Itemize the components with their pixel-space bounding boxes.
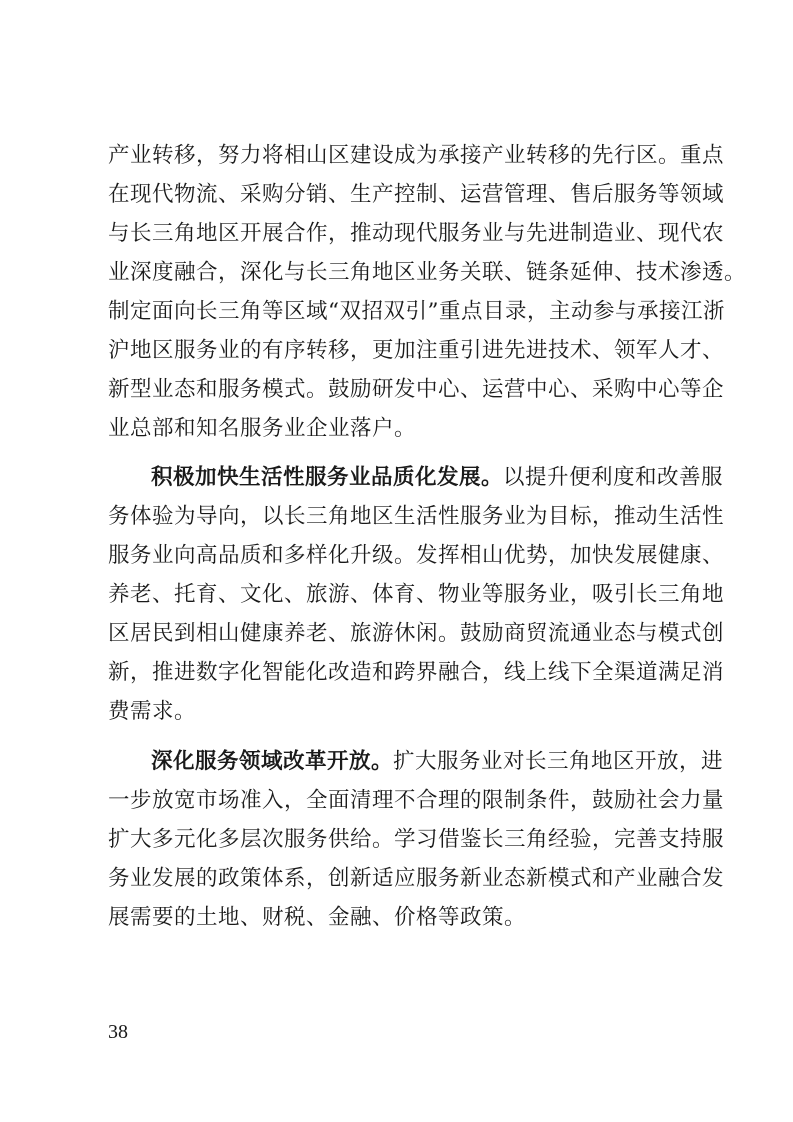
text-line: 新，推进数字化智能化改造和跨界融合，线上线下全渠道满足消 (108, 660, 725, 685)
text-line: 务业发展的政策体系，创新适应服务新业态新模式和产业融合发 (108, 866, 725, 891)
text-line: 在现代物流、采购分销、生产控制、运营管理、售后服务等领域 (108, 182, 725, 207)
text-line: 养老、托育、文化、旅游、体育、物业等服务业，吸引长三角地 (108, 582, 725, 607)
text-line: 服务业向高品质和多样化升级。发挥相山优势，加快发展健康、 (108, 543, 725, 568)
text-line: 沪地区服务业的有序转移，更加注重引进先进技术、领军人才、 (108, 338, 725, 363)
text-run: 以提升便利度和改善服 (503, 465, 724, 490)
paragraph-first-line (151, 743, 724, 781)
page-number: 38 (108, 1021, 128, 1043)
text-line: 扩大多元化多层次服务供给。学习借鉴长三角经验，完善支持服 (108, 827, 725, 852)
text-line: 制定面向长三角等区域“双招双引”重点目录，主动参与承接江浙 (108, 299, 725, 324)
text-line: 费需求。 (108, 699, 197, 724)
text-run: 扩大服务业对长三角地区开放，进 (393, 749, 724, 774)
text-line: 务体验为导向，以长三角地区生活性服务业为目标，推动生活性 (108, 504, 725, 529)
paragraph-heading: 深化服务领域改革开放。 (151, 749, 394, 774)
paragraph-first-line (151, 459, 724, 497)
text-line: 新型业态和服务模式。鼓励研发中心、运营中心、采购中心等企 (108, 377, 725, 402)
text-line: 一步放宽市场准入，全面清理不合理的限制条件，鼓励社会力量 (108, 788, 725, 813)
text-line: 业深度融合，深化与长三角地区业务关联、链条延伸、技术渗透。 (108, 260, 747, 285)
text-line: 区居民到相山健康养老、旅游休闲。鼓励商贸流通业态与模式创 (108, 621, 725, 646)
text-line: 产业转移，努力将相山区建设成为承接产业转移的先行区。重点 (108, 143, 725, 168)
text-line: 展需要的土地、财税、金融、价格等政策。 (108, 905, 527, 930)
text-line: 与长三角地区开展合作，推动现代服务业与先进制造业、现代农 (108, 221, 725, 246)
text-line: 业总部和知名服务业企业落户。 (108, 416, 417, 441)
paragraph-heading: 积极加快生活性服务业品质化发展。 (151, 465, 504, 490)
